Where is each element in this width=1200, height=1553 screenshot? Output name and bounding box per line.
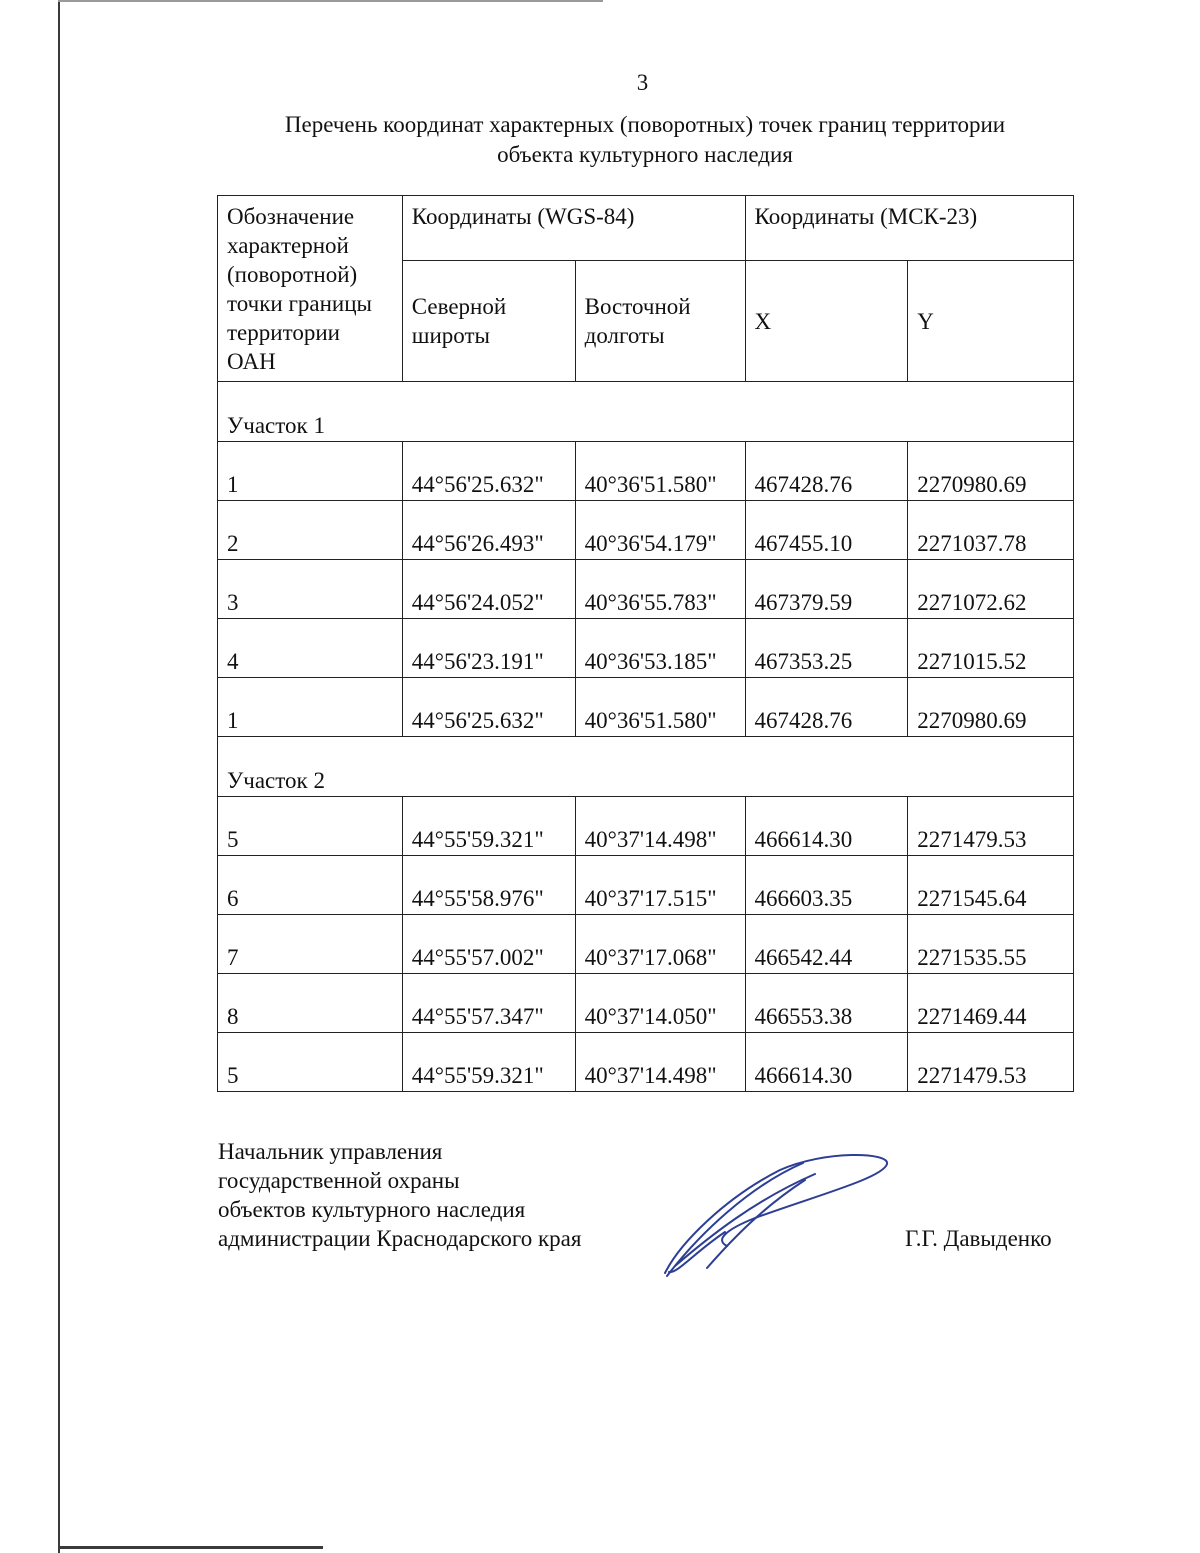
section-label: Участок 1	[218, 382, 1074, 442]
cell-lon: 40°37'14.050"	[575, 974, 745, 1033]
header-wgs84: Координаты (WGS-84)	[402, 196, 745, 261]
section-row	[218, 382, 1074, 442]
table-row	[218, 1033, 1074, 1092]
table-row	[218, 501, 1074, 560]
cell-y: 2270980.69	[908, 442, 1074, 501]
cell-point: 3	[218, 560, 403, 619]
cell-point: 1	[218, 678, 403, 737]
cell-point: 6	[218, 856, 403, 915]
cell-point: 4	[218, 619, 403, 678]
cell-lon: 40°37'14.498"	[575, 797, 745, 856]
cell-lat: 44°55'58.976"	[402, 856, 575, 915]
cell-y: 2271535.55	[908, 915, 1074, 974]
title-line-1: Перечень координат характерных (поворотных) точек границ территории	[284, 112, 1006, 137]
table-row	[218, 442, 1074, 501]
page-number: 3	[636, 70, 649, 95]
cell-x: 467428.76	[745, 442, 908, 501]
cell-y: 2271479.53	[908, 797, 1074, 856]
cell-x: 466614.30	[745, 1033, 908, 1092]
scan-edge-bottom	[58, 1546, 323, 1549]
cell-x: 467353.25	[745, 619, 908, 678]
scan-edge-left	[58, 0, 60, 1553]
coordinates-table	[217, 195, 1074, 1092]
cell-lon: 40°36'51.580"	[575, 442, 745, 501]
cell-lon: 40°37'17.515"	[575, 856, 745, 915]
cell-point: 5	[218, 797, 403, 856]
cell-lon: 40°36'53.185"	[575, 619, 745, 678]
signatory-name: Г.Г. Давыденко	[905, 1226, 1052, 1251]
cell-y: 2271072.62	[908, 560, 1074, 619]
cell-point: 7	[218, 915, 403, 974]
table-row	[218, 678, 1074, 737]
cell-x: 467455.10	[745, 501, 908, 560]
cell-x: 467428.76	[745, 678, 908, 737]
header-point-designation: Обозначение характерной (поворотной) точки границы территории ОАН	[218, 196, 403, 382]
header-x: X	[745, 261, 908, 382]
cell-y: 2271545.64	[908, 856, 1074, 915]
cell-lat: 44°56'25.632"	[402, 442, 575, 501]
cell-point: 1	[218, 442, 403, 501]
header-msk23: Координаты (МСК-23)	[745, 196, 1074, 261]
table-header-row	[218, 196, 1074, 261]
cell-lat: 44°55'57.002"	[402, 915, 575, 974]
table-row	[218, 974, 1074, 1033]
header-longitude: Восточной долготы	[575, 261, 745, 382]
header-y: Y	[908, 261, 1074, 382]
cell-lon: 40°36'51.580"	[575, 678, 745, 737]
scan-edge-top	[58, 0, 603, 2]
cell-x: 466614.30	[745, 797, 908, 856]
cell-point: 5	[218, 1033, 403, 1092]
cell-lat: 44°56'25.632"	[402, 678, 575, 737]
cell-y: 2271015.52	[908, 619, 1074, 678]
cell-lat: 44°56'23.191"	[402, 619, 575, 678]
signatory-line-3: объектов культурного наследия	[218, 1197, 526, 1222]
cell-lat: 44°55'59.321"	[402, 1033, 575, 1092]
signature-stroke-loop	[665, 1155, 887, 1273]
cell-lon: 40°37'14.498"	[575, 1033, 745, 1092]
header-latitude: Северной широты	[402, 261, 575, 382]
signature-stroke-3	[707, 1180, 805, 1268]
document-title	[200, 110, 1090, 170]
cell-lat: 44°55'57.347"	[402, 974, 575, 1033]
cell-x: 466542.44	[745, 915, 908, 974]
cell-x: 466553.38	[745, 974, 908, 1033]
table-row	[218, 560, 1074, 619]
signatory-title	[218, 1137, 581, 1253]
section-row	[218, 737, 1074, 797]
cell-point: 2	[218, 501, 403, 560]
signatory-line-2: государственной охраны	[218, 1168, 460, 1193]
table-row	[218, 797, 1074, 856]
cell-lat: 44°55'59.321"	[402, 797, 575, 856]
section-label: Участок 2	[218, 737, 1074, 797]
cell-lon: 40°36'54.179"	[575, 501, 745, 560]
cell-y: 2271479.53	[908, 1033, 1074, 1092]
cell-lat: 44°56'26.493"	[402, 501, 575, 560]
signatory-line-4: администрации Краснодарского края	[218, 1226, 582, 1251]
table-row	[218, 619, 1074, 678]
table-row	[218, 915, 1074, 974]
cell-x: 466603.35	[745, 856, 908, 915]
cell-y: 2271037.78	[908, 501, 1074, 560]
cell-y: 2270980.69	[908, 678, 1074, 737]
handwritten-signature	[655, 1148, 900, 1283]
signatory-line-1: Начальник управления	[218, 1139, 443, 1164]
table-row	[218, 856, 1074, 915]
title-line-2: объекта культурного наследия	[497, 142, 793, 167]
cell-lat: 44°56'24.052"	[402, 560, 575, 619]
cell-x: 467379.59	[745, 560, 908, 619]
cell-lon: 40°37'17.068"	[575, 915, 745, 974]
cell-y: 2271469.44	[908, 974, 1074, 1033]
cell-point: 8	[218, 974, 403, 1033]
cell-lon: 40°36'55.783"	[575, 560, 745, 619]
